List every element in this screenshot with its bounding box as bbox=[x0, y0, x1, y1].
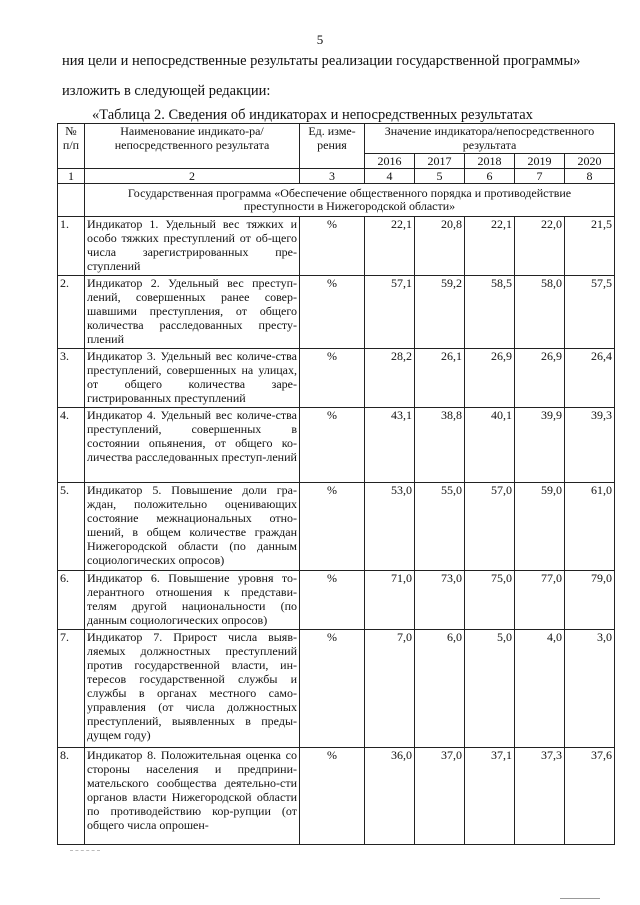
header-name: Наименование индикато-ра/непосредственного результата bbox=[85, 124, 300, 169]
col-number: 7 bbox=[515, 169, 565, 184]
indicator-name: Индикатор 1. Удельный вес тяжких и особо тяжких преступлений от об-щего числа зарегистрированных пре-ступлений bbox=[85, 217, 300, 276]
row-number: 6. bbox=[58, 571, 85, 630]
page-number: 5 bbox=[316, 32, 324, 47]
value-cell: 36,0 bbox=[365, 748, 415, 845]
col-number: 5 bbox=[415, 169, 465, 184]
indicator-name: Индикатор 5. Повышение доли гра-ждан, положительно оценивающих состояние межнациональных отно-шений, в общем количестве граждан Нижегородской области (по данным социологических опросов) bbox=[85, 483, 300, 571]
value-cell: 37,0 bbox=[415, 748, 465, 845]
table-row bbox=[58, 217, 615, 276]
section-spacer bbox=[58, 184, 85, 217]
row-number: 2. bbox=[58, 276, 85, 349]
value-cell: 37,6 bbox=[565, 748, 615, 845]
header-num: № п/п bbox=[58, 124, 85, 169]
value-cell: 37,3 bbox=[515, 748, 565, 845]
value-cell: 59,0 bbox=[515, 483, 565, 571]
value-cell: 40,1 bbox=[465, 408, 515, 483]
col-number: 2 bbox=[85, 169, 300, 184]
table-row bbox=[58, 408, 615, 483]
row-number: 8. bbox=[58, 748, 85, 845]
col-number: 4 bbox=[365, 169, 415, 184]
value-cell: 5,0 bbox=[465, 630, 515, 748]
col-number: 8 bbox=[565, 169, 615, 184]
value-cell: 57,5 bbox=[565, 276, 615, 349]
row-number: 1. bbox=[58, 217, 85, 276]
value-cell: 61,0 bbox=[565, 483, 615, 571]
indicator-name: Индикатор 7. Прирост числа выяв-ляемых должностных преступлений против государственной власти, ин-тересов государственной службы и службы в органах местного само-управления (от числа должностных преступлений, выявленных в преды-дущем году) bbox=[85, 630, 300, 748]
unit-cell: % bbox=[300, 483, 365, 571]
intro-line-1: ния цели и непосредственные результаты реализации государственной программы» bbox=[62, 53, 581, 69]
value-cell: 71,0 bbox=[365, 571, 415, 630]
year-2020: 2020 bbox=[565, 153, 615, 168]
row-number: 7. bbox=[58, 630, 85, 748]
value-cell: 57,0 bbox=[465, 483, 515, 571]
row-number: 4. bbox=[58, 408, 85, 483]
intro-line-2: изложить в следующей редакции: bbox=[62, 83, 271, 99]
value-cell: 75,0 bbox=[465, 571, 515, 630]
value-cell: 26,9 bbox=[465, 349, 515, 408]
scan-margin-mark bbox=[70, 850, 100, 851]
year-2019: 2019 bbox=[515, 153, 565, 168]
value-cell: 59,2 bbox=[415, 276, 465, 349]
table-row bbox=[58, 276, 615, 349]
header-unit: Ед. изме-рения bbox=[300, 124, 365, 169]
value-cell: 58,0 bbox=[515, 276, 565, 349]
value-cell: 39,9 bbox=[515, 408, 565, 483]
col-number: 1 bbox=[58, 169, 85, 184]
year-2017: 2017 bbox=[415, 153, 465, 168]
indicators-table bbox=[57, 123, 615, 845]
value-cell: 39,3 bbox=[565, 408, 615, 483]
unit-cell: % bbox=[300, 217, 365, 276]
value-cell: 37,1 bbox=[465, 748, 515, 845]
scan-margin-mark bbox=[560, 898, 600, 899]
table-row bbox=[58, 630, 615, 748]
year-2016: 2016 bbox=[365, 153, 415, 168]
value-cell: 7,0 bbox=[365, 630, 415, 748]
table-row bbox=[58, 748, 615, 845]
value-cell: 73,0 bbox=[415, 571, 465, 630]
value-cell: 22,1 bbox=[365, 217, 415, 276]
value-cell: 55,0 bbox=[415, 483, 465, 571]
value-cell: 79,0 bbox=[565, 571, 615, 630]
indicator-name: Индикатор 4. Удельный вес количе-ства преступлений, совершенных в состоянии опьянения, от общего ко-личества расследованных преступ-лений bbox=[85, 408, 300, 483]
value-cell: 26,9 bbox=[515, 349, 565, 408]
col-number: 6 bbox=[465, 169, 515, 184]
value-cell: 22,1 bbox=[465, 217, 515, 276]
indicator-rows bbox=[58, 217, 615, 845]
indicator-name: Индикатор 8. Положительная оценка со стороны населения и предприни-мательского сообщества деятельно-сти органов власти Нижегородской области по противодействию кор-рупции (от общего числа опрошен- bbox=[85, 748, 300, 845]
value-cell: 43,1 bbox=[365, 408, 415, 483]
unit-cell: % bbox=[300, 276, 365, 349]
unit-cell: % bbox=[300, 748, 365, 845]
col-number: 3 bbox=[300, 169, 365, 184]
section-title: Государственная программа «Обеспечение общественного порядка и противодействие преступности в Нижегородской области» bbox=[85, 184, 615, 217]
section-row bbox=[58, 184, 615, 217]
value-cell: 28,2 bbox=[365, 349, 415, 408]
column-numbers-row bbox=[58, 169, 615, 184]
value-cell: 57,1 bbox=[365, 276, 415, 349]
table-caption: «Таблица 2. Сведения об индикаторах и непосредственных результатах bbox=[92, 107, 533, 123]
unit-cell: % bbox=[300, 630, 365, 748]
indicator-name: Индикатор 6. Повышение уровня то-лерантного отношения к представи-телям другой национальности (по данным социологических опросов) bbox=[85, 571, 300, 630]
value-cell: 3,0 bbox=[565, 630, 615, 748]
table-row bbox=[58, 349, 615, 408]
row-number: 5. bbox=[58, 483, 85, 571]
value-cell: 26,1 bbox=[415, 349, 465, 408]
value-cell: 22,0 bbox=[515, 217, 565, 276]
value-cell: 58,5 bbox=[465, 276, 515, 349]
value-cell: 21,5 bbox=[565, 217, 615, 276]
unit-cell: % bbox=[300, 349, 365, 408]
header-values: Значение индикатора/непосредственного результата bbox=[365, 124, 615, 154]
header-row bbox=[58, 124, 615, 154]
value-cell: 53,0 bbox=[365, 483, 415, 571]
unit-cell: % bbox=[300, 408, 365, 483]
table-row bbox=[58, 483, 615, 571]
indicator-name: Индикатор 2. Удельный вес преступ-лений, совершенных ранее совер-шавшими преступления, от общего количества расследованных престу-плений bbox=[85, 276, 300, 349]
value-cell: 20,8 bbox=[415, 217, 465, 276]
table-row bbox=[58, 571, 615, 630]
year-2018: 2018 bbox=[465, 153, 515, 168]
value-cell: 6,0 bbox=[415, 630, 465, 748]
value-cell: 26,4 bbox=[565, 349, 615, 408]
indicator-name: Индикатор 3. Удельный вес количе-ства преступлений, совершенных на улицах, от общего количества заре-гистрированных преступлений bbox=[85, 349, 300, 408]
value-cell: 77,0 bbox=[515, 571, 565, 630]
row-number: 3. bbox=[58, 349, 85, 408]
value-cell: 4,0 bbox=[515, 630, 565, 748]
value-cell: 38,8 bbox=[415, 408, 465, 483]
unit-cell: % bbox=[300, 571, 365, 630]
